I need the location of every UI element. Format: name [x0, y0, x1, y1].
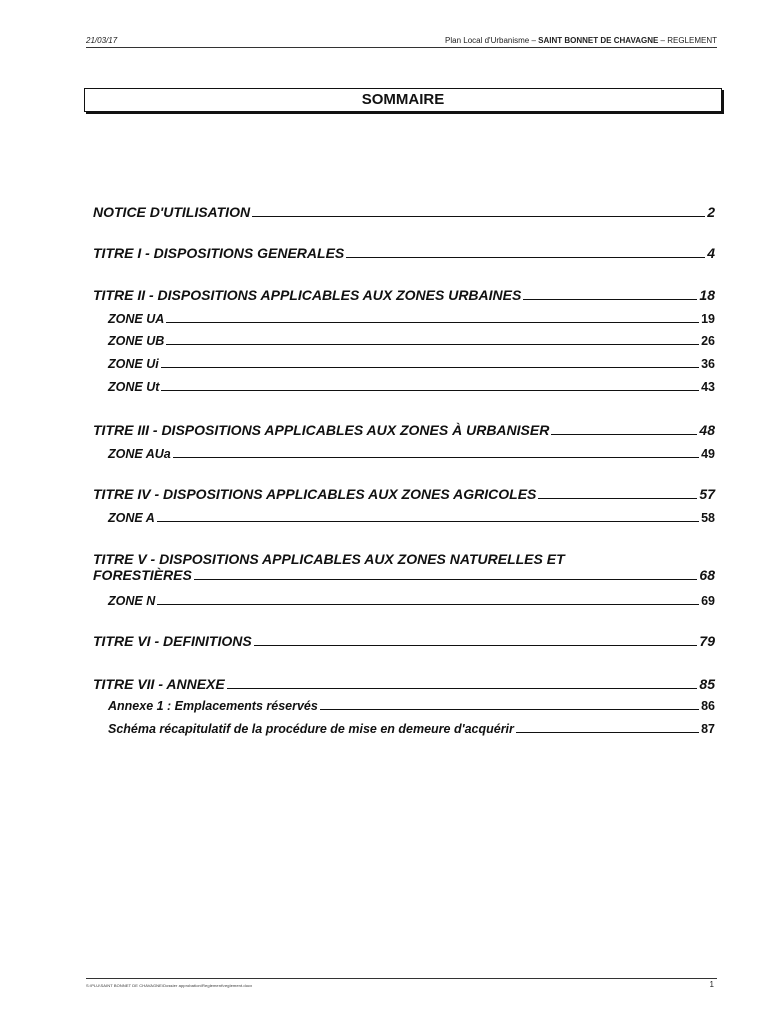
toc-entry-zone-n[interactable] [108, 594, 715, 608]
toc-entry-zone-ub[interactable] [108, 334, 715, 348]
toc-label: TITRE II - DISPOSITIONS APPLICABLES AUX ZONES URBAINES [93, 287, 522, 303]
toc-label: ZONE UB [108, 334, 165, 348]
toc-entry-zone-ut[interactable] [108, 380, 715, 394]
toc-entry-titre-7[interactable] [93, 676, 715, 692]
toc-page: 49 [701, 447, 715, 461]
toc-label: ZONE Ut [108, 380, 160, 394]
toc-label: TITRE III - DISPOSITIONS APPLICABLES AUX ZONES À URBANISER [93, 422, 550, 438]
toc-page: 69 [701, 594, 715, 608]
footer-rule [86, 978, 717, 979]
toc-leader [166, 344, 699, 345]
toc-label: TITRE VII - ANNEXE [93, 676, 225, 692]
toc-page: 86 [701, 699, 715, 713]
toc-leader [161, 367, 699, 368]
toc-page: 19 [701, 312, 715, 326]
toc-label: ZONE N [108, 594, 156, 608]
toc-label: TITRE I - DISPOSITIONS GENERALES [93, 245, 345, 261]
toc-label: Annexe 1 : Emplacements réservés [108, 699, 318, 713]
toc-leader [157, 604, 699, 605]
toc-entry-titre-5-line-2 [93, 567, 715, 583]
toc-entry-annexe-1[interactable] [108, 699, 715, 713]
toc-page: 68 [699, 567, 715, 583]
header-date: 21/03/17 [86, 36, 118, 45]
header-title-commune: SAINT BONNET DE CHAVAGNE [538, 36, 659, 45]
toc-leader [157, 521, 699, 522]
toc-entry-zone-aua[interactable] [108, 447, 715, 461]
toc-label: ZONE AUa [108, 447, 171, 461]
toc-page: 26 [701, 334, 715, 348]
toc-page: 79 [699, 633, 715, 649]
toc-leader [252, 216, 705, 217]
toc-entry-zone-a[interactable] [108, 511, 715, 525]
toc-leader [254, 645, 698, 646]
toc-leader [194, 579, 698, 580]
toc-leader [346, 257, 705, 258]
footer-file-path: S:\PLU\SAINT BONNET DE CHAVAGNE\Dossier approbation\Reglement\reglement.docx [86, 983, 253, 988]
toc-page: 87 [701, 722, 715, 736]
toc-entry-titre-6[interactable] [93, 633, 715, 649]
toc-page: 58 [701, 511, 715, 525]
sommaire-title: SOMMAIRE [84, 88, 722, 112]
toc-leader [166, 322, 699, 323]
toc-leader [523, 299, 697, 300]
toc-label: TITRE IV - DISPOSITIONS APPLICABLES AUX ZONES AGRICOLES [93, 486, 537, 502]
toc-entry-titre-3[interactable] [93, 422, 715, 438]
toc-entry-titre-5[interactable] [93, 551, 715, 583]
header-title-suffix: – REGLEMENT [658, 36, 717, 45]
toc-entry-titre-2[interactable] [93, 287, 715, 303]
toc-leader [538, 498, 697, 499]
toc-label: ZONE A [108, 511, 155, 525]
toc-leader [320, 709, 699, 710]
header-title-prefix: Plan Local d'Urbanisme – [445, 36, 539, 45]
toc-page: 48 [699, 422, 715, 438]
header-rule [86, 47, 717, 48]
toc-page: 85 [699, 676, 715, 692]
toc-page: 36 [701, 357, 715, 371]
toc-leader [516, 732, 699, 733]
toc-page: 57 [699, 486, 715, 502]
toc-entry-titre-4[interactable] [93, 486, 715, 502]
page-header [86, 34, 717, 48]
toc-entry-notice[interactable] [93, 204, 715, 220]
toc-page: 18 [699, 287, 715, 303]
toc-label: ZONE Ui [108, 357, 159, 371]
toc-entry-titre-1[interactable] [93, 245, 715, 261]
toc-label-line-1: TITRE V - DISPOSITIONS APPLICABLES AUX ZONES NATURELLES ET [93, 551, 565, 567]
toc-label: TITRE VI - DEFINITIONS [93, 633, 252, 649]
toc-leader [173, 457, 699, 458]
toc-page: 4 [707, 245, 715, 261]
toc-page: 43 [701, 380, 715, 394]
toc-leader [551, 434, 697, 435]
toc-label: ZONE UA [108, 312, 165, 326]
toc-entry-schema[interactable] [108, 722, 715, 736]
toc-leader [227, 688, 698, 689]
toc-entry-zone-ui[interactable] [108, 357, 715, 371]
header-title [445, 36, 717, 45]
toc-page: 2 [707, 204, 715, 220]
toc-label: NOTICE D'UTILISATION [93, 204, 251, 220]
toc-leader [161, 390, 699, 391]
toc-label: Schéma récapitulatif de la procédure de mise en demeure d'acquérir [108, 722, 514, 736]
toc-entry-zone-ua[interactable] [108, 312, 715, 326]
toc-label-line-2: FORESTIÈRES [93, 567, 192, 583]
footer-page-number: 1 [709, 980, 714, 989]
